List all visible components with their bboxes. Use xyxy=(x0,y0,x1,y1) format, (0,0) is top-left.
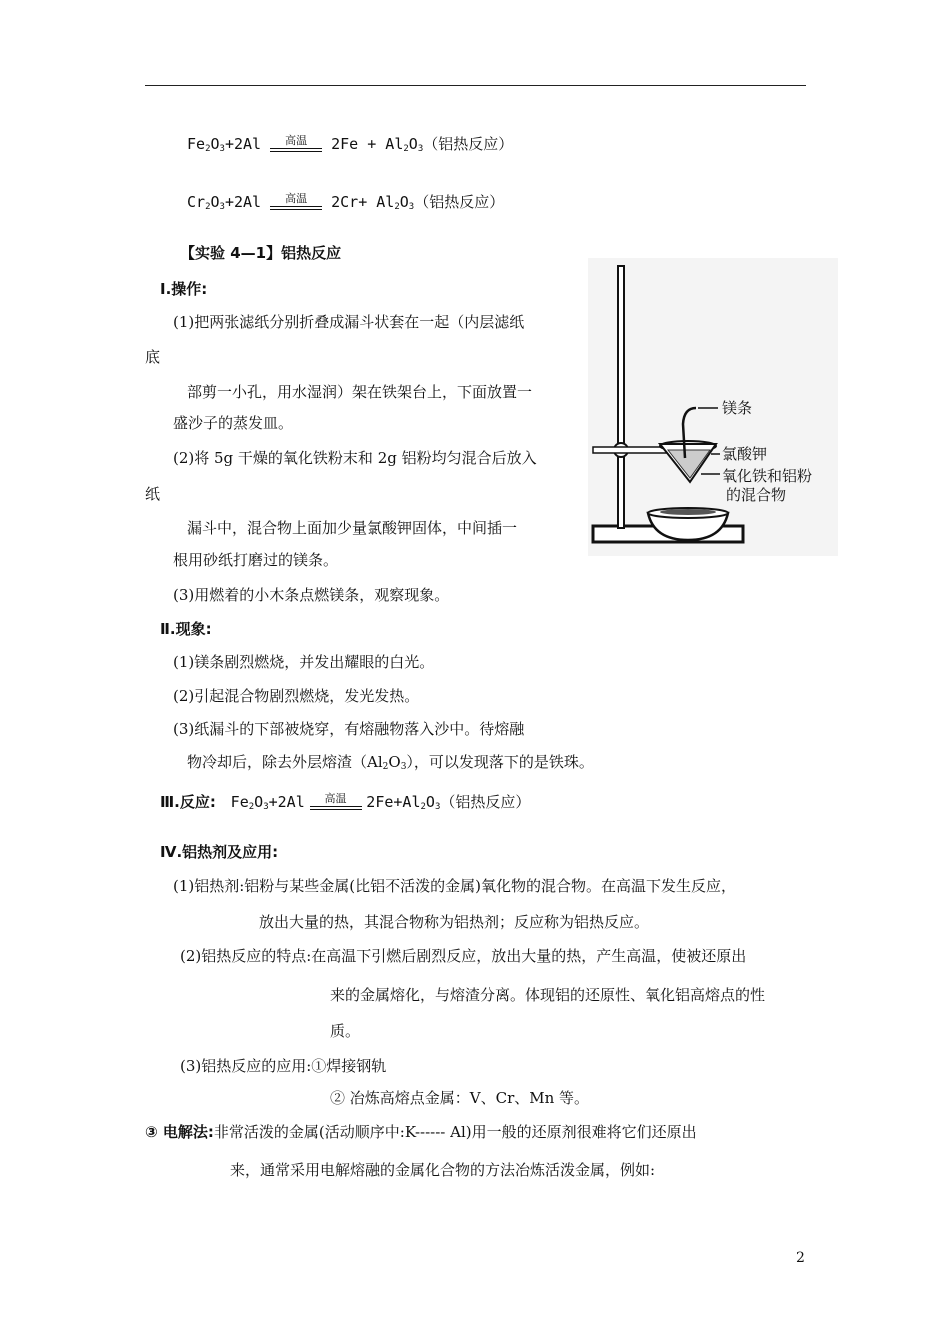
operation-step-2: (2)将 5g 干燥的氧化铁粉末和 2g 铝粉均匀混合后放入 xyxy=(173,449,537,467)
phenomenon-3-cont: 物冷却后，除去外层熔渣$(Al_2O_3)$，可以发现落下的是铁珠。 xyxy=(187,753,594,772)
operation-step-1-cont2: 盛沙子的蒸发皿。 xyxy=(173,414,294,432)
label-potassium-chlorate: 氯酸钾 xyxy=(722,445,768,463)
operation-step-3: (3)用燃着的小木条点燃镁条，观察现象。 xyxy=(173,586,450,604)
experiment-title: 【实验 4—1】铝热反应 xyxy=(180,244,342,262)
section-reaction: Ⅲ.反应: $Fe_2O_3+2Al$ 高温 $2Fe+Al_2O_3$（铝热反应） xyxy=(160,792,531,812)
apparatus-diagram xyxy=(588,258,838,556)
electrolysis-line-2: 来，通常采用电解熔融的金属化合物的方法冶炼活泼金属，例如: xyxy=(230,1161,656,1179)
operation-step-2-cont: 漏斗中，混合物上面加少量氯酸钾固体，中间插一 xyxy=(187,519,518,537)
label-magnesium: 镁条 xyxy=(722,399,753,417)
thermite-feature-1-cont: 来的金属熔化，与熔渣分离。体现铝的还原性、氧化铝高熔点的性 xyxy=(330,986,766,1004)
page-number: 2 xyxy=(796,1250,805,1266)
condition-high-temp: 高温 xyxy=(310,792,362,810)
operation-step-2-wrap: 纸 xyxy=(145,485,161,503)
thermite-def-1-cont: 放出大量的热，其混合物称为铝热剂；反应称为铝热反应。 xyxy=(259,913,650,931)
electrolysis-line-1: ③ 电解法:非常活泼的金属(活动顺序中:K------ Al)用一般的还原剂很难将它们还原出 xyxy=(145,1123,697,1141)
thermite-def-1: (1)铝热剂:铝粉与某些金属(比铝不活泼的金属)氧化物的混合物。在高温下发生反应， xyxy=(173,877,737,895)
operation-step-1-wrap: 底 xyxy=(145,348,161,366)
header-rule xyxy=(145,85,806,86)
equation-cr2o3: $Cr_2O_3+2Al$ 高温 $2Cr+ Al_2O_3$（铝热反应） xyxy=(187,192,505,212)
thermite-feature-1: (2)铝热反应的特点:在高温下引燃后剧烈反应，放出大量的热，产生高温，使被还原出 xyxy=(180,947,747,965)
phenomenon-3: (3)纸漏斗的下部被烧穿，有熔融物落入沙中。待熔融 xyxy=(173,720,525,738)
thermite-application-1: (3)铝热反应的应用:①焊接钢轨 xyxy=(180,1057,387,1075)
phenomenon-2: (2)引起混合物剧烈燃烧，发光发热。 xyxy=(173,687,420,705)
thermite-application-2: ② 冶炼高熔点金属：V、Cr、Mn 等。 xyxy=(330,1089,590,1107)
apparatus-figure xyxy=(588,258,838,556)
section-thermite-title: Ⅳ.铝热剂及应用: xyxy=(160,843,279,861)
section-phenomenon-title: Ⅱ.现象: xyxy=(160,620,212,638)
section-operation-title: I.操作: xyxy=(160,280,208,298)
thermite-feature-1-cont2: 质。 xyxy=(330,1022,361,1040)
operation-step-2-cont2: 根用砂纸打磨过的镁条。 xyxy=(173,551,339,569)
condition-high-temp: 高温 xyxy=(270,134,322,152)
phenomenon-1: (1)镁条剧烈燃烧，并发出耀眼的白光。 xyxy=(173,653,435,671)
condition-high-temp: 高温 xyxy=(270,192,322,210)
equation-fe2o3: $Fe_2O_3+2Al$ 高温 $2Fe + Al_2O_3$（铝热反应） xyxy=(187,134,514,154)
operation-step-1: (1)把两张滤纸分别折叠成漏斗状套在一起（内层滤纸 xyxy=(173,313,525,331)
label-mixture-cont: 的混合物 xyxy=(726,486,787,504)
operation-step-1-cont: 部剪一小孔，用水湿润）架在铁架台上，下面放置一 xyxy=(187,383,533,401)
label-mixture: 氧化铁和铝粉 xyxy=(722,467,813,485)
